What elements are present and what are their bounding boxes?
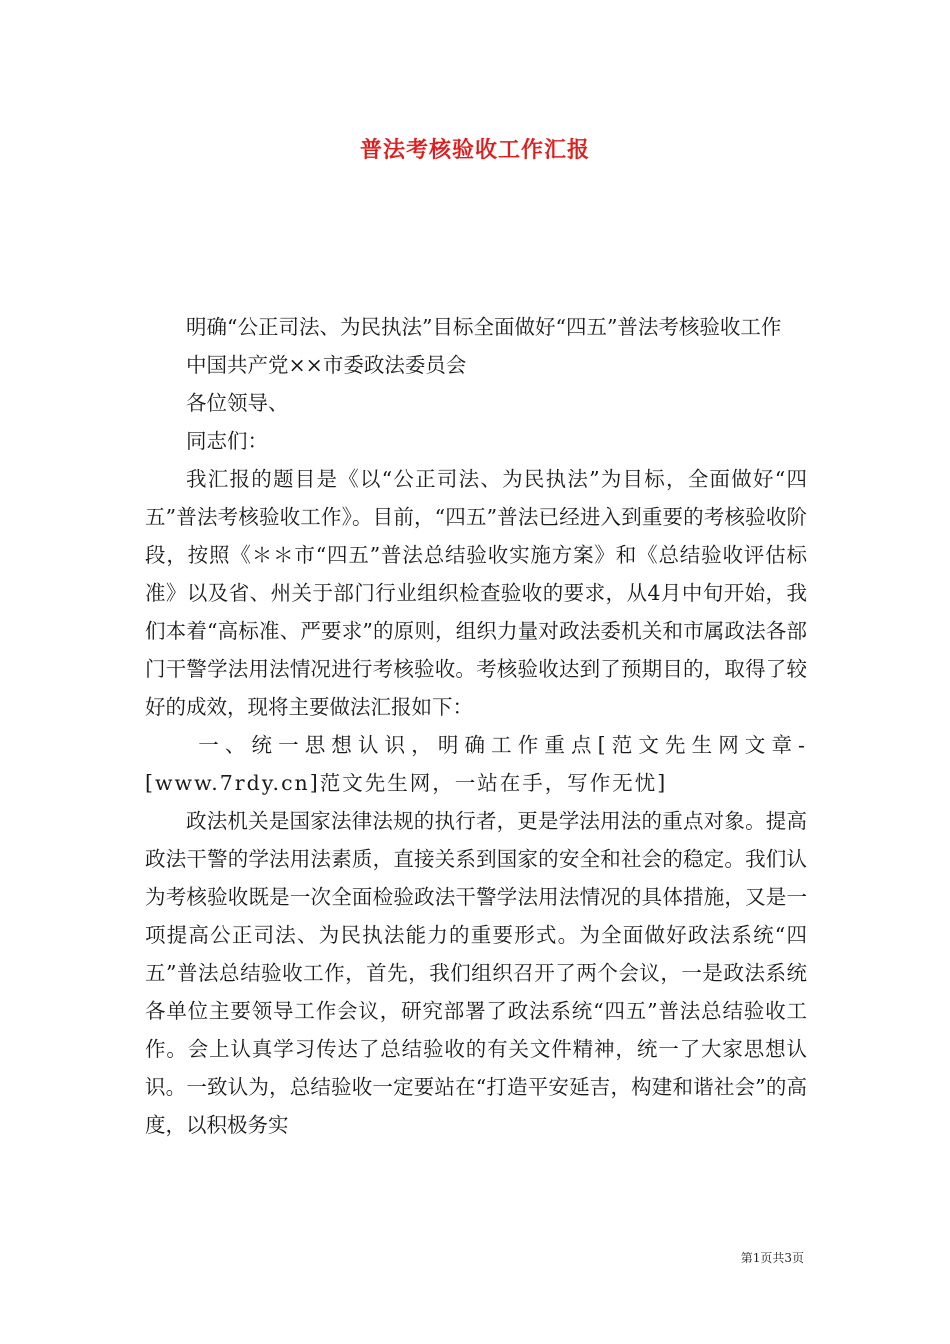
subtitle-paragraph: 明确“公正司法、为民执法”目标全面做好“四五”普法考核验收工作 <box>186 315 782 339</box>
intro-paragraph: 我汇报的题目是《以“公正司法、为民执法”为目标，全面做好“四五”普法考核验收工作》。目前，“四五”普法已经进入到重要的考核验收阶段，按照《＊＊市“四五”普法总结验收实施方案》和《总结验收评估标准》以及省、州关于部门行业组织检查验收的要求，从4月中旬开始，我们本着“高标准、严要求”的原则，组织力量对政法委机关和市属政法各部门干警学法用法情况进行考核验收。考核验收达到了预期目的，取得了较好的成效，现将主要做法汇报如下： <box>145 467 807 719</box>
salutation-line-2: 同志们： <box>186 429 268 453</box>
section-heading-1: 一、统一思想认识，明确工作重点[范文先生网文章-[www.7rdy.cn]范文先生网，一站在手，写作无忧] <box>145 733 807 795</box>
salutation-line-1: 各位领导、 <box>186 391 289 415</box>
document-body <box>145 308 807 1144</box>
document-title: 普法考核验收工作汇报 <box>359 137 590 163</box>
body-paragraph: 政法机关是国家法律法规的执行者，更是学法用法的重点对象。提高政法干警的学法用法素质，直接关系到国家的安全和社会的稳定。我们认为考核验收既是一次全面检验政法干警学法用法情况的具体措施，又是一项提高公正司法、为民执法能力的重要形式。为全面做好政法系统“四五”普法总结验收工作，首先，我们组织召开了两个会议，一是政法系统各单位主要领导工作会议，研究部署了政法系统“四五”普法总结验收工作。会上认真学习传达了总结验收的有关文件精神，统一了大家思想认识。一致认为，总结验收一定要站在“打造平安延吉，构建和谐社会”的高度，以积极务实 <box>145 809 807 1137</box>
issuer-paragraph: 中国共产党××市委政法委员会 <box>186 353 467 377</box>
page-number: 第1页共3页 <box>740 1251 804 1265</box>
